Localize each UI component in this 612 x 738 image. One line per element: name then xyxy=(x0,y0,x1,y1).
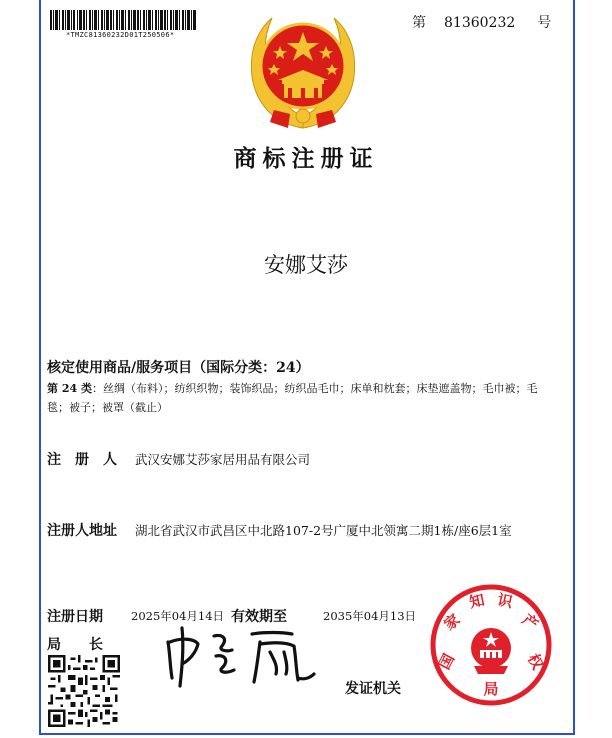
valid-until-value: 2035年04月13日 xyxy=(323,609,417,623)
director-signature xyxy=(160,620,320,690)
national-emblem-icon xyxy=(244,10,362,134)
svg-text:产: 产 xyxy=(518,610,542,634)
reg-date-value: 2025年04月14日 xyxy=(131,609,225,623)
svg-text:识: 识 xyxy=(495,590,515,612)
registrant-value: 武汉安娜艾莎家居用品有限公司 xyxy=(135,452,311,467)
valid-until-label: 有效期至 xyxy=(231,609,287,625)
address-label: 注册人地址 xyxy=(47,523,117,539)
svg-text:国: 国 xyxy=(435,650,459,673)
director-label: 局 长 xyxy=(47,637,103,653)
regno-value: 81360232 xyxy=(444,15,516,31)
seal-bottom-char: 局 xyxy=(483,680,499,698)
reg-date-label: 注册日期 xyxy=(47,609,103,625)
goods-class-label: 第 24 类 xyxy=(47,382,92,395)
goods-list xyxy=(47,379,557,417)
official-seal-icon xyxy=(428,582,554,708)
barcode-text: *TMZC81360232D01T250506* xyxy=(66,31,175,39)
registrant-label: 注 册 人 xyxy=(47,452,117,468)
regno-suffix: 号 xyxy=(537,15,552,31)
certificate-title: 商标注册证 xyxy=(233,145,379,172)
goods-heading: 核定使用商品/服务项目（国际分类：24） xyxy=(47,360,310,376)
registration-number xyxy=(412,12,551,32)
qr-code-image xyxy=(48,655,120,727)
regno-prefix: 第 xyxy=(412,15,426,31)
svg-text:权: 权 xyxy=(523,650,547,673)
barcode-image xyxy=(50,10,196,30)
svg-text:家: 家 xyxy=(440,610,464,634)
svg-text:知: 知 xyxy=(467,590,487,612)
address-value: 湖北省武汉市武昌区中北路107-2号广厦中北领寓二期1栋/座6层1室 xyxy=(135,523,512,538)
goods-items: ：丝绸（布料）；纺织织物；装饰织品；纺织品毛巾；床单和枕套；床垫遮盖物；毛巾被；毛毯；被子；被罩（截止） xyxy=(47,382,538,414)
trademark-name: 安娜艾莎 xyxy=(264,253,348,277)
issuer-label: 发证机关 xyxy=(345,681,401,697)
